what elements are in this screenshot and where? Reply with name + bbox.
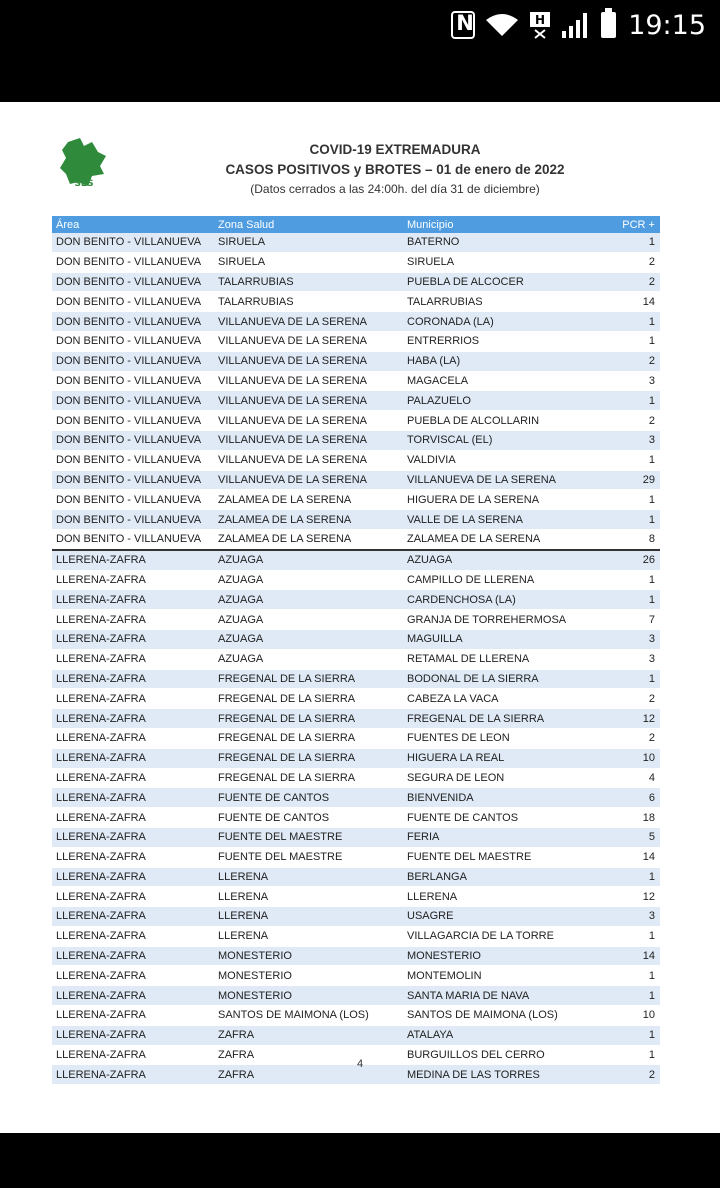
cell-municipio: ENTRERRIOS [403, 331, 611, 351]
cell-zona-salud: VILLANUEVA DE LA SERENA [214, 312, 403, 332]
cell-area: LLERENA-ZAFRA [52, 748, 214, 768]
cell-municipio: PUEBLA DE ALCOCER [403, 272, 611, 292]
cell-municipio: VILLANUEVA DE LA SERENA [403, 470, 611, 490]
cell-area: LLERENA-ZAFRA [52, 570, 214, 590]
cell-municipio: MONTEMOLIN [403, 966, 611, 986]
cell-pcr: 1 [611, 570, 660, 590]
cell-area: LLERENA-ZAFRA [52, 1045, 214, 1065]
header-area: Área [52, 216, 214, 233]
mobile-data-h-icon [529, 11, 551, 39]
cell-area: LLERENA-ZAFRA [52, 768, 214, 788]
cell-zona-salud: FUENTE DE CANTOS [214, 788, 403, 808]
table-row [52, 490, 660, 510]
table-row [52, 529, 660, 549]
cell-municipio: LLERENA [403, 887, 611, 907]
cell-municipio: TALARRUBIAS [403, 292, 611, 312]
cell-pcr: 1 [611, 1025, 660, 1045]
table-row [52, 450, 660, 470]
table-row [52, 788, 660, 808]
table-row [52, 827, 660, 847]
cell-pcr: 2 [611, 411, 660, 431]
cell-municipio: MEDINA DE LAS TORRES [403, 1065, 611, 1085]
cell-municipio: VILLAGARCIA DE LA TORRE [403, 926, 611, 946]
table-row [52, 430, 660, 450]
cell-municipio: BERLANGA [403, 867, 611, 887]
cell-pcr: 2 [611, 351, 660, 371]
cell-pcr: 2 [611, 272, 660, 292]
cell-area: LLERENA-ZAFRA [52, 709, 214, 729]
cell-area: DON BENITO - VILLANUEVA [52, 272, 214, 292]
cell-municipio: SEGURA DE LEON [403, 768, 611, 788]
cell-municipio: SANTOS DE MAIMONA (LOS) [403, 1006, 611, 1026]
cell-area: LLERENA-ZAFRA [52, 610, 214, 630]
cell-area: LLERENA-ZAFRA [52, 788, 214, 808]
cell-zona-salud: AZUAGA [214, 629, 403, 649]
cell-pcr: 1 [611, 966, 660, 986]
svg-text:H: H [535, 13, 546, 27]
table-row [52, 351, 660, 371]
cell-municipio: BIENVENIDA [403, 788, 611, 808]
cell-pcr: 12 [611, 709, 660, 729]
cell-municipio: AZUAGA [403, 550, 611, 570]
cell-municipio: CORONADA (LA) [403, 312, 611, 332]
cell-area: DON BENITO - VILLANUEVA [52, 331, 214, 351]
cell-municipio: FUENTES DE LEON [403, 728, 611, 748]
table-row [52, 847, 660, 867]
cell-municipio: MONESTERIO [403, 946, 611, 966]
cell-municipio: SANTA MARIA DE NAVA [403, 986, 611, 1006]
cell-municipio: BURGUILLOS DEL CERRO [403, 1045, 611, 1065]
cell-municipio: BODONAL DE LA SIERRA [403, 669, 611, 689]
table-row [52, 748, 660, 768]
cell-pcr: 1 [611, 510, 660, 530]
cell-zona-salud: MONESTERIO [214, 986, 403, 1006]
table-row [52, 689, 660, 709]
cell-area: DON BENITO - VILLANUEVA [52, 371, 214, 391]
cell-zona-salud: FREGENAL DE LA SIERRA [214, 728, 403, 748]
header-municipio: Municipio [403, 216, 611, 233]
cell-municipio: PALAZUELO [403, 391, 611, 411]
clock: 19:15 [628, 9, 706, 41]
cell-area: LLERENA-ZAFRA [52, 808, 214, 828]
cell-area: DON BENITO - VILLANUEVA [52, 490, 214, 510]
cell-area: LLERENA-ZAFRA [52, 966, 214, 986]
cell-pcr: 10 [611, 748, 660, 768]
cell-zona-salud: TALARRUBIAS [214, 272, 403, 292]
table-row [52, 649, 660, 669]
cell-zona-salud: ZALAMEA DE LA SERENA [214, 490, 403, 510]
document-subtitle: CASOS POSITIVOS y BROTES – 01 de enero de 2022 [225, 162, 565, 177]
cell-zona-salud: VILLANUEVA DE LA SERENA [214, 450, 403, 470]
cell-municipio: FERIA [403, 827, 611, 847]
cell-municipio: HIGUERA LA REAL [403, 748, 611, 768]
table-row [52, 887, 660, 907]
cell-municipio: PUEBLA DE ALCOLLARIN [403, 411, 611, 431]
cell-municipio: ATALAYA [403, 1025, 611, 1045]
cell-zona-salud: SIRUELA [214, 233, 403, 252]
cell-zona-salud: AZUAGA [214, 550, 403, 570]
cell-zona-salud: VILLANUEVA DE LA SERENA [214, 411, 403, 431]
table-row [52, 570, 660, 590]
cell-zona-salud: FUENTE DEL MAESTRE [214, 847, 403, 867]
cell-municipio: FUENTE DE CANTOS [403, 808, 611, 828]
cell-municipio: HABA (LA) [403, 351, 611, 371]
cell-area: LLERENA-ZAFRA [52, 590, 214, 610]
document-note: (Datos cerrados a las 24:00h. del día 31 de diciembre) [250, 182, 540, 196]
cell-pcr: 1 [611, 233, 660, 252]
cell-pcr: 1 [611, 450, 660, 470]
cell-pcr: 2 [611, 252, 660, 272]
cell-area: LLERENA-ZAFRA [52, 847, 214, 867]
cell-area: DON BENITO - VILLANUEVA [52, 292, 214, 312]
cell-area: DON BENITO - VILLANUEVA [52, 351, 214, 371]
table-row [52, 669, 660, 689]
cell-municipio: MAGUILLA [403, 629, 611, 649]
cell-area: LLERENA-ZAFRA [52, 887, 214, 907]
cell-pcr: 1 [611, 867, 660, 887]
table-row [52, 371, 660, 391]
table-row [52, 907, 660, 927]
cell-pcr: 10 [611, 1006, 660, 1026]
cell-area: DON BENITO - VILLANUEVA [52, 510, 214, 530]
cell-zona-salud: AZUAGA [214, 590, 403, 610]
cell-area: DON BENITO - VILLANUEVA [52, 450, 214, 470]
cell-pcr: 3 [611, 629, 660, 649]
cell-pcr: 14 [611, 946, 660, 966]
status-icons [451, 8, 706, 42]
cell-area: DON BENITO - VILLANUEVA [52, 252, 214, 272]
table-row [52, 709, 660, 729]
battery-icon [601, 12, 616, 38]
cell-pcr: 26 [611, 550, 660, 570]
table-row [52, 252, 660, 272]
cell-area: LLERENA-ZAFRA [52, 986, 214, 1006]
header-zona-salud: Zona Salud [214, 216, 403, 233]
cell-area: LLERENA-ZAFRA [52, 946, 214, 966]
table-row [52, 331, 660, 351]
cell-zona-salud: ZALAMEA DE LA SERENA [214, 510, 403, 530]
cell-pcr: 6 [611, 788, 660, 808]
header-pcr: PCR + [611, 216, 660, 233]
cell-zona-salud: LLERENA [214, 926, 403, 946]
cell-municipio: CAMPILLO DE LLERENA [403, 570, 611, 590]
cell-area: LLERENA-ZAFRA [52, 1006, 214, 1026]
cell-zona-salud: FUENTE DEL MAESTRE [214, 827, 403, 847]
cell-pcr: 1 [611, 490, 660, 510]
table-row [52, 550, 660, 570]
cell-area: LLERENA-ZAFRA [52, 907, 214, 927]
cell-pcr: 2 [611, 1065, 660, 1085]
cell-zona-salud: LLERENA [214, 867, 403, 887]
document-header [150, 140, 640, 198]
table-header-row [52, 216, 660, 233]
table-row [52, 292, 660, 312]
cell-municipio: FREGENAL DE LA SIERRA [403, 709, 611, 729]
table-row [52, 946, 660, 966]
cell-area: LLERENA-ZAFRA [52, 1025, 214, 1045]
cell-municipio: CABEZA LA VACA [403, 689, 611, 709]
document-title: COVID-19 EXTREMADURA [309, 142, 481, 157]
svg-text:SES: SES [74, 179, 94, 189]
cell-pcr: 1 [611, 391, 660, 411]
cell-area: DON BENITO - VILLANUEVA [52, 391, 214, 411]
nfc-icon [451, 11, 475, 39]
cell-area: LLERENA-ZAFRA [52, 669, 214, 689]
cell-pcr: 3 [611, 430, 660, 450]
table-row [52, 272, 660, 292]
table-row [52, 391, 660, 411]
table-row [52, 808, 660, 828]
cell-zona-salud: AZUAGA [214, 610, 403, 630]
cell-pcr: 18 [611, 808, 660, 828]
cell-pcr: 8 [611, 529, 660, 549]
cell-zona-salud: AZUAGA [214, 570, 403, 590]
cell-area: DON BENITO - VILLANUEVA [52, 411, 214, 431]
cell-zona-salud: SANTOS DE MAIMONA (LOS) [214, 1006, 403, 1026]
cell-pcr: 1 [611, 312, 660, 332]
table-row [52, 966, 660, 986]
cell-municipio: VALLE DE LA SERENA [403, 510, 611, 530]
cell-pcr: 4 [611, 768, 660, 788]
cell-pcr: 7 [611, 610, 660, 630]
cell-zona-salud: AZUAGA [214, 649, 403, 669]
cell-zona-salud: LLERENA [214, 907, 403, 927]
table-row [52, 470, 660, 490]
cell-zona-salud: ZALAMEA DE LA SERENA [214, 529, 403, 549]
cell-pcr: 1 [611, 926, 660, 946]
cell-pcr: 2 [611, 728, 660, 748]
cell-pcr: 2 [611, 689, 660, 709]
cell-zona-salud: VILLANUEVA DE LA SERENA [214, 371, 403, 391]
cell-zona-salud: FREGENAL DE LA SIERRA [214, 748, 403, 768]
cell-area: DON BENITO - VILLANUEVA [52, 470, 214, 490]
cell-zona-salud: FREGENAL DE LA SIERRA [214, 669, 403, 689]
cell-area: DON BENITO - VILLANUEVA [52, 233, 214, 252]
cell-pcr: 12 [611, 887, 660, 907]
cell-area: LLERENA-ZAFRA [52, 926, 214, 946]
cell-zona-salud: MONESTERIO [214, 946, 403, 966]
cell-pcr: 1 [611, 986, 660, 1006]
cell-pcr: 1 [611, 669, 660, 689]
table-row [52, 510, 660, 530]
table-row [52, 590, 660, 610]
cell-pcr: 1 [611, 1045, 660, 1065]
cell-zona-salud: VILLANUEVA DE LA SERENA [214, 331, 403, 351]
cell-zona-salud: FREGENAL DE LA SIERRA [214, 709, 403, 729]
cell-area: DON BENITO - VILLANUEVA [52, 312, 214, 332]
table-row [52, 1006, 660, 1026]
cell-zona-salud: VILLANUEVA DE LA SERENA [214, 391, 403, 411]
table-row [52, 411, 660, 431]
cell-zona-salud: VILLANUEVA DE LA SERENA [214, 351, 403, 371]
cell-municipio: BATERNO [403, 233, 611, 252]
cell-municipio: HIGUERA DE LA SERENA [403, 490, 611, 510]
table-row [52, 867, 660, 887]
cell-zona-salud: MONESTERIO [214, 966, 403, 986]
cell-area: LLERENA-ZAFRA [52, 827, 214, 847]
cell-municipio: FUENTE DEL MAESTRE [403, 847, 611, 867]
cell-zona-salud: FREGENAL DE LA SIERRA [214, 768, 403, 788]
cell-pcr: 1 [611, 590, 660, 610]
cell-area: LLERENA-ZAFRA [52, 689, 214, 709]
cell-zona-salud: TALARRUBIAS [214, 292, 403, 312]
cell-zona-salud: VILLANUEVA DE LA SERENA [214, 430, 403, 450]
cases-table [52, 216, 660, 1085]
signal-icon [561, 11, 591, 39]
table-row [52, 629, 660, 649]
cell-area: LLERENA-ZAFRA [52, 1065, 214, 1085]
cell-area: DON BENITO - VILLANUEVA [52, 529, 214, 549]
cell-pcr: 3 [611, 649, 660, 669]
cell-zona-salud: ZAFRA [214, 1065, 403, 1085]
cell-zona-salud: LLERENA [214, 887, 403, 907]
ses-logo [58, 136, 110, 192]
table-row [52, 1025, 660, 1045]
table-row [52, 233, 660, 252]
table-row [52, 768, 660, 788]
table-row [52, 728, 660, 748]
cell-municipio: VALDIVIA [403, 450, 611, 470]
cell-zona-salud: ZAFRA [214, 1025, 403, 1045]
cell-municipio: USAGRE [403, 907, 611, 927]
cell-area: LLERENA-ZAFRA [52, 728, 214, 748]
cell-pcr: 29 [611, 470, 660, 490]
cell-municipio: CARDENCHOSA (LA) [403, 590, 611, 610]
cell-municipio: MAGACELA [403, 371, 611, 391]
cell-area: LLERENA-ZAFRA [52, 550, 214, 570]
wifi-icon [485, 12, 519, 38]
table-row [52, 610, 660, 630]
cell-municipio: ZALAMEA DE LA SERENA [403, 529, 611, 549]
cell-zona-salud: FUENTE DE CANTOS [214, 808, 403, 828]
table-row [52, 986, 660, 1006]
cell-zona-salud: FREGENAL DE LA SIERRA [214, 689, 403, 709]
cell-area: DON BENITO - VILLANUEVA [52, 430, 214, 450]
cell-area: LLERENA-ZAFRA [52, 649, 214, 669]
cell-municipio: SIRUELA [403, 252, 611, 272]
cell-zona-salud: VILLANUEVA DE LA SERENA [214, 470, 403, 490]
cell-municipio: TORVISCAL (EL) [403, 430, 611, 450]
cell-pcr: 3 [611, 907, 660, 927]
cell-zona-salud: ZAFRA [214, 1045, 403, 1065]
cell-pcr: 3 [611, 371, 660, 391]
cell-zona-salud: SIRUELA [214, 252, 403, 272]
table-row [52, 312, 660, 332]
table-row [52, 926, 660, 946]
cell-pcr: 14 [611, 847, 660, 867]
cell-pcr: 14 [611, 292, 660, 312]
cell-pcr: 5 [611, 827, 660, 847]
page-number: 4 [356, 1058, 364, 1070]
cell-area: LLERENA-ZAFRA [52, 629, 214, 649]
cell-pcr: 1 [611, 331, 660, 351]
cell-area: LLERENA-ZAFRA [52, 867, 214, 887]
cell-municipio: RETAMAL DE LLERENA [403, 649, 611, 669]
cell-municipio: GRANJA DE TORREHERMOSA [403, 610, 611, 630]
document-page[interactable] [0, 102, 720, 1133]
status-bar [0, 0, 720, 50]
